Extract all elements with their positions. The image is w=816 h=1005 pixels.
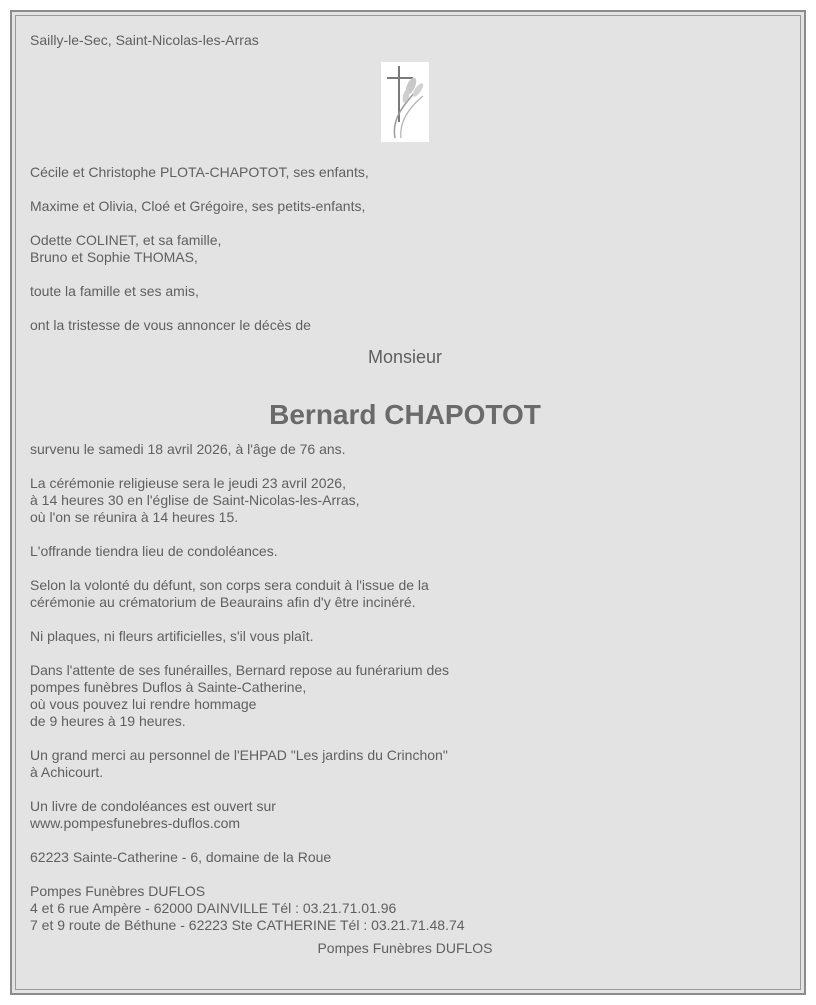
- obituary-content: [30, 32, 780, 957]
- announcement-line: ont la tristesse de vous annoncer le décès de: [30, 317, 311, 333]
- detail-line: Un livre de condoléances est ouvert sur: [30, 798, 276, 814]
- family-line: Cécile et Christophe PLOTA-CHAPOTOT, ses enfants,: [30, 164, 369, 180]
- cross-wheat-icon: [381, 62, 429, 142]
- footer-signature: Pompes Funèbres DUFLOS: [317, 940, 493, 956]
- family-line: Odette COLINET, et sa famille,: [30, 232, 222, 248]
- detail-line: cérémonie au crématorium de Beaurains afin d'y être incinéré.: [30, 594, 416, 610]
- deceased-name: Bernard CHAPOTOT: [269, 399, 541, 430]
- detail-line: survenu le samedi 18 avril 2026, à l'âge de 76 ans.: [30, 441, 346, 457]
- detail-line: où l'on se réunira à 14 heures 15.: [30, 509, 239, 525]
- detail-line: Selon la volonté du défunt, son corps sera conduit à l'issue de la: [30, 577, 429, 593]
- detail-line: où vous pouvez lui rendre hommage: [30, 696, 257, 712]
- funeral-home-address: 7 et 9 route de Béthune - 62223 Ste CATHERINE Tél : 03.21.71.48.74: [30, 917, 465, 933]
- family-line: Maxime et Olivia, Cloé et Grégoire, ses petits-enfants,: [30, 198, 366, 214]
- details-section: [30, 441, 780, 934]
- detail-line: pompes funèbres Duflos à Sainte-Catherine,: [30, 679, 307, 695]
- website-text: www.pompesfunebres-duflos.com: [30, 815, 241, 831]
- family-line: Bruno et Sophie THOMAS,: [30, 249, 198, 265]
- detail-line: à Achicourt.: [30, 764, 104, 780]
- detail-line: de 9 heures à 19 heures.: [30, 713, 186, 729]
- address-line: 62223 Sainte-Catherine - 6, domaine de la Roue: [30, 849, 332, 865]
- detail-line: Un grand merci au personnel de l'EHPAD "Les jardins du Crinchon": [30, 747, 448, 763]
- deceased-title: Monsieur: [367, 347, 443, 367]
- detail-line: Ni plaques, ni fleurs artificielles, s'il vous plaît.: [30, 628, 314, 644]
- detail-line: Dans l'attente de ses funérailles, Bernard repose au funérarium des: [30, 662, 450, 678]
- funeral-home-address: 4 et 6 rue Ampère - 62000 DAINVILLE Tél : 03.21.71.01.96: [30, 900, 397, 916]
- location-line: Sailly-le-Sec, Saint-Nicolas-les-Arras: [30, 32, 259, 48]
- detail-line: La cérémonie religieuse sera le jeudi 23 avril 2026,: [30, 475, 346, 491]
- detail-line: L'offrande tiendra lieu de condoléances.: [30, 543, 278, 559]
- family-line: toute la famille et ses amis,: [30, 283, 199, 299]
- detail-line: à 14 heures 30 en l'église de Saint-Nicolas-les-Arras,: [30, 492, 360, 508]
- obituary-card: [10, 10, 806, 995]
- family-section: [30, 164, 780, 334]
- funeral-home-name: Pompes Funèbres DUFLOS: [30, 883, 206, 899]
